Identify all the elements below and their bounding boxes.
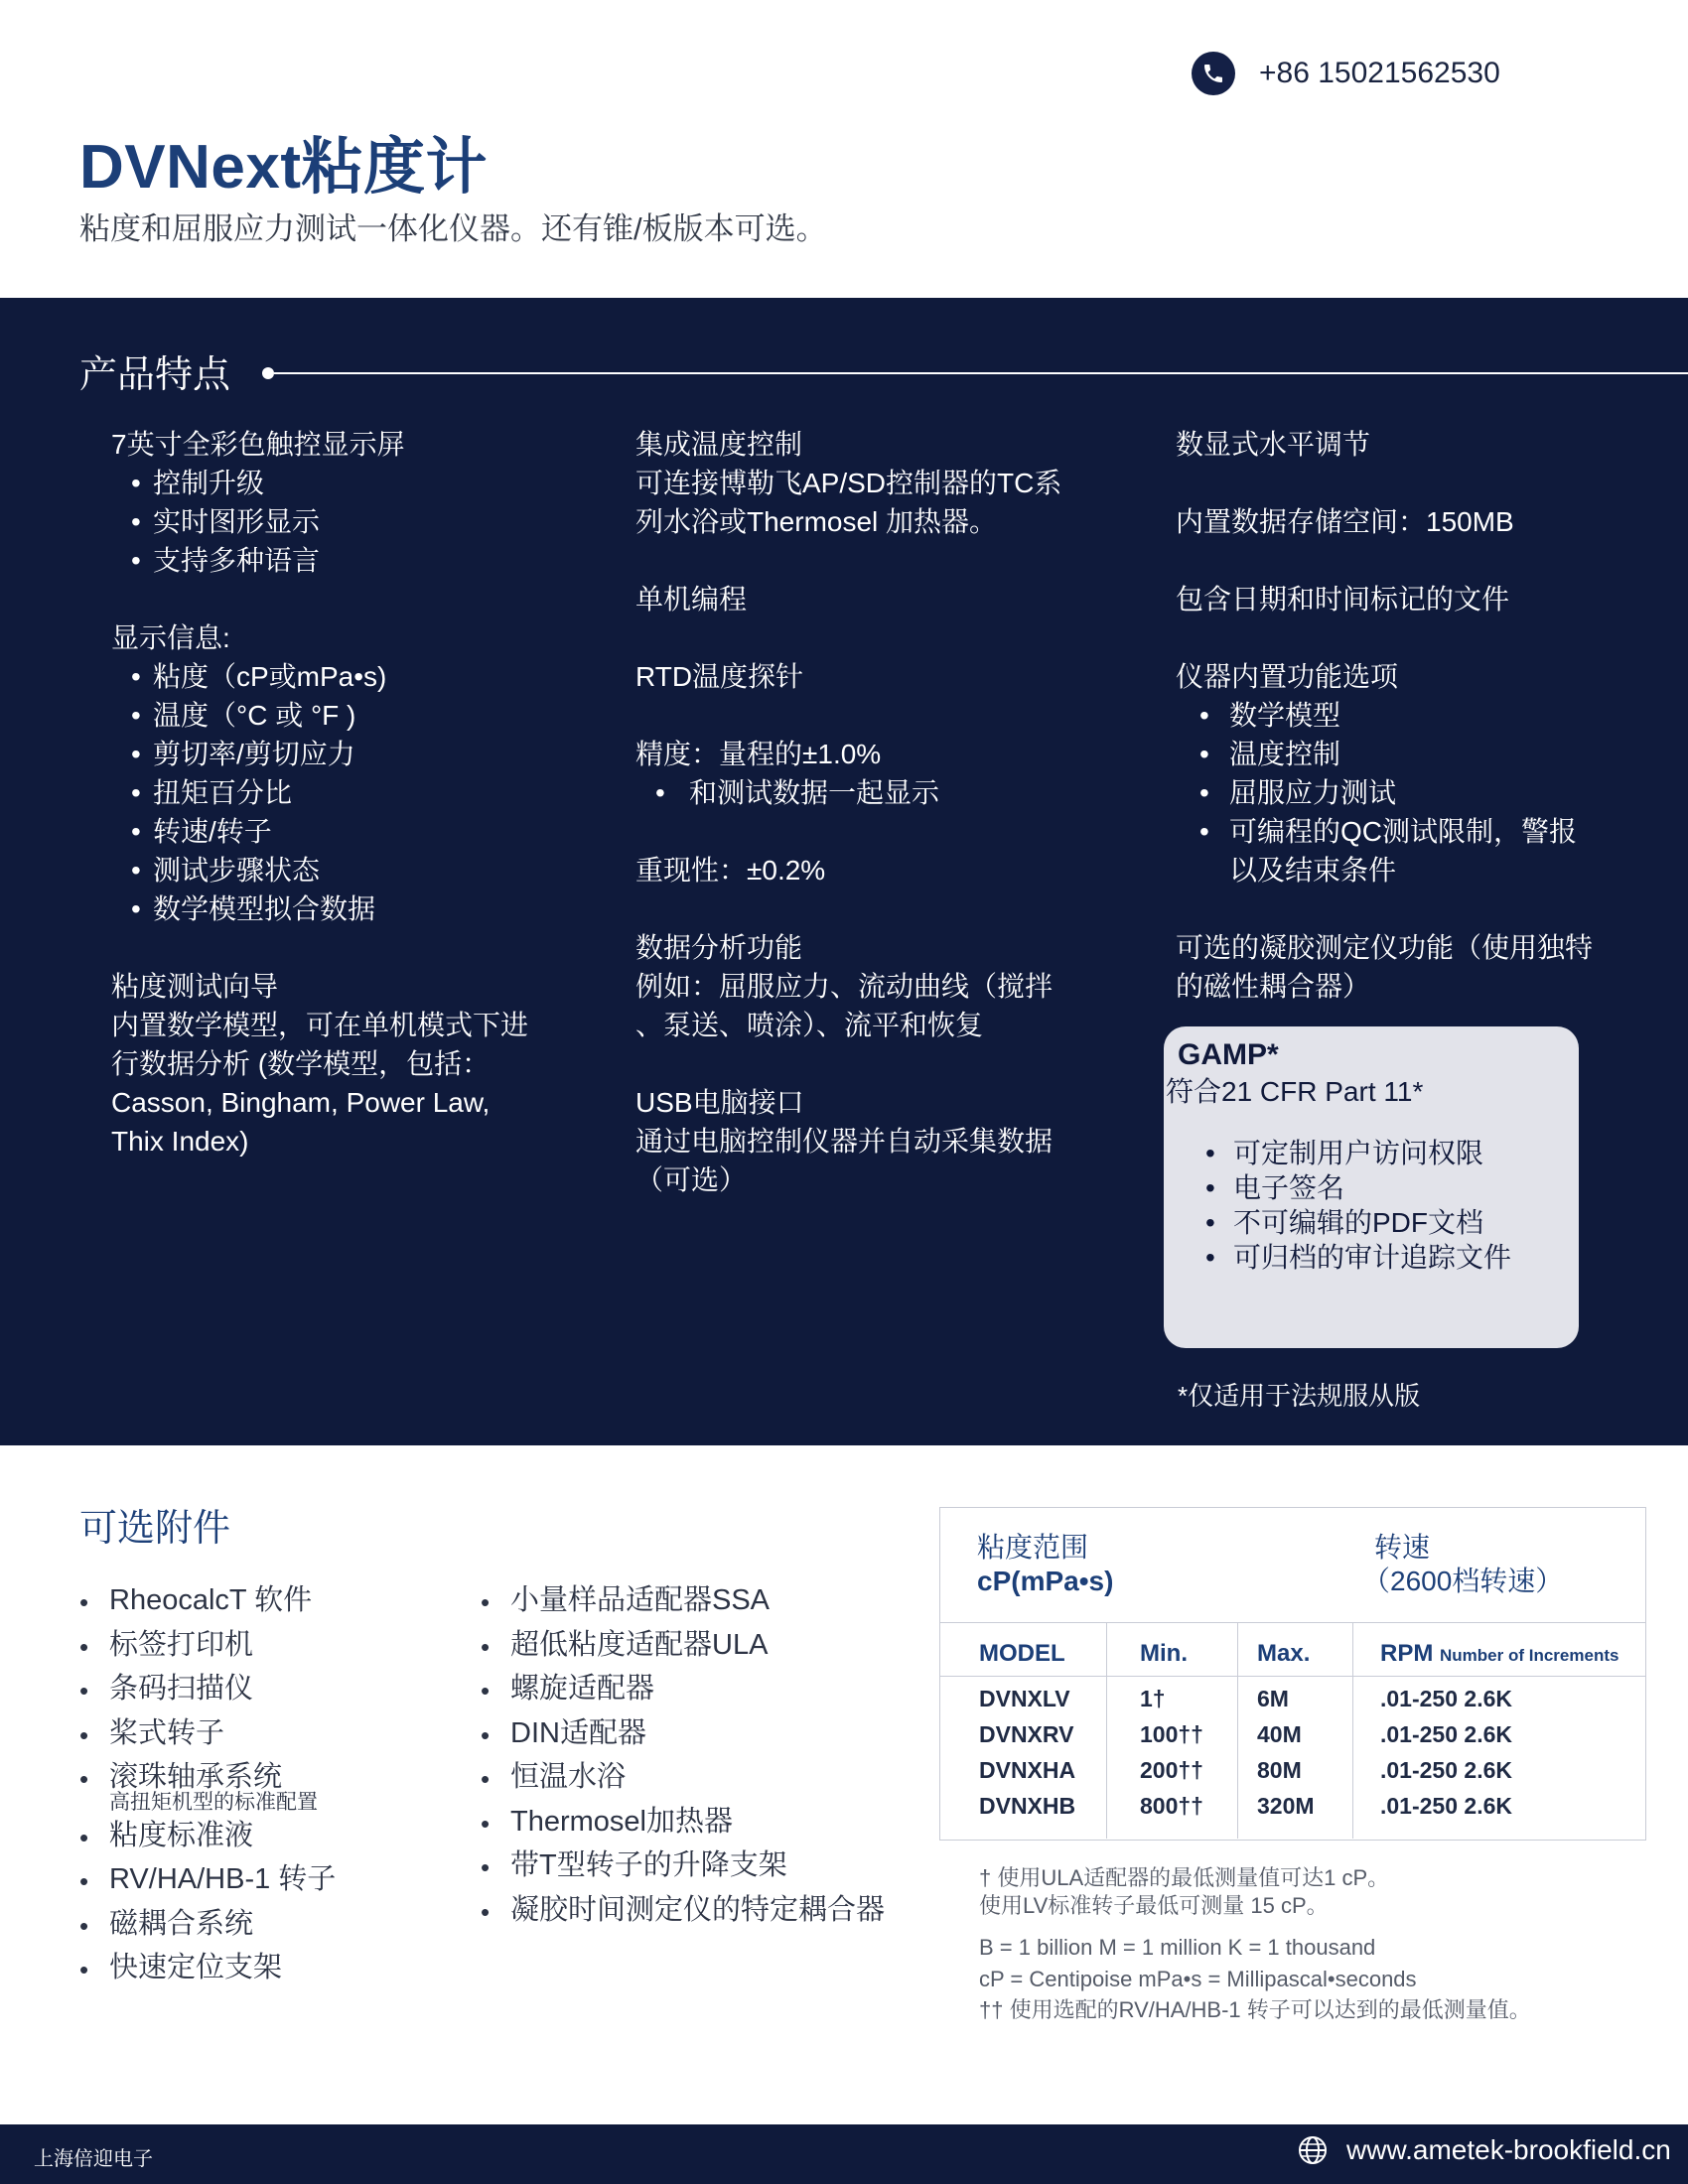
- phone-icon: [1192, 52, 1235, 95]
- phone-contact: [1192, 52, 1500, 95]
- list-item: • 实时图形显示: [111, 502, 548, 541]
- table-cell: 800††: [1140, 1793, 1203, 1819]
- wizard-line: 内置数学模型，可在单机模式下进: [111, 1010, 529, 1040]
- usb-line: （可选）: [635, 1164, 748, 1195]
- list-item: • 滚珠轴承系统 高扭矩机型的标准配置: [79, 1755, 457, 1814]
- column-header-rpm: RPM Number of Increments: [1380, 1640, 1619, 1667]
- range-header: 粘度范围 cP(mPa•s): [977, 1532, 1114, 1596]
- table-divider: [939, 1622, 1645, 1623]
- analysis-line: 、泵送、喷涂）、流平和恢复: [635, 1010, 984, 1040]
- accessories-list-2: [481, 1578, 917, 1932]
- list-item: • 控制升级: [111, 464, 548, 502]
- gel-line: 的磁性耦合器）: [1176, 971, 1371, 1002]
- usb-title: USB电脑接口: [635, 1087, 804, 1118]
- accessories-heading: 可选附件: [79, 1508, 231, 1550]
- list-item: • RheocalcT 软件: [79, 1578, 457, 1623]
- info-list: [111, 657, 548, 928]
- table-cell: DVNXLV: [979, 1686, 1070, 1711]
- accuracy: 精度：量程的±1.0%: [635, 739, 882, 769]
- column-header-max: Max.: [1257, 1640, 1311, 1667]
- list-item: • RV/HA/HB-1 转子: [79, 1857, 457, 1902]
- repeatability: 重现性：±0.2%: [635, 855, 826, 886]
- list-item: • 带T型转子的升降支架: [481, 1843, 917, 1888]
- list-item: • 超低粘度适配器ULA: [481, 1623, 917, 1668]
- table-cell: DVNXHA: [979, 1757, 1076, 1783]
- list-item: • 桨式转子: [79, 1711, 457, 1756]
- table-cell: 100††: [1140, 1721, 1203, 1747]
- list-item: • 磁耦合系统: [79, 1902, 457, 1947]
- list-item: • 粘度（cP或mPa•s): [111, 657, 548, 696]
- heading-rule: [274, 372, 1688, 374]
- analysis-line: 例如：屈服应力、流动曲线（搅拌: [635, 971, 1054, 1002]
- list-item-note: 高扭矩机型的标准配置: [109, 1790, 318, 1814]
- list-item: • 粘度标准液: [79, 1814, 457, 1858]
- list-item: • 和测试数据一起显示: [635, 773, 1072, 812]
- options-list: [1176, 696, 1613, 889]
- table-cell: .01-250 2.6K: [1380, 1686, 1512, 1711]
- features-column-3: [1176, 425, 1613, 1006]
- wizard-line: Thix Index): [111, 1126, 249, 1157]
- table-cell: .01-250 2.6K: [1380, 1757, 1512, 1783]
- table-cell: .01-250 2.6K: [1380, 1793, 1512, 1819]
- list-item: • 支持多种语言: [111, 541, 548, 580]
- list-item: • 屈服应力测试: [1176, 773, 1613, 812]
- list-item: • 恒温水浴: [481, 1755, 917, 1800]
- phone-number: +86 15021562530: [1259, 57, 1500, 89]
- list-item: • 剪切率/剪切应力: [111, 735, 548, 773]
- options-title: 仪器内置功能选项: [1176, 661, 1399, 692]
- list-item: • 温度（°C 或 °F ): [111, 696, 548, 735]
- gamp-subtitle: 符合21 CFR Part 11*: [1166, 1076, 1424, 1107]
- accuracy-list: [635, 773, 1072, 812]
- column-header-model: MODEL: [979, 1640, 1065, 1667]
- list-item: • 快速定位支架: [79, 1946, 457, 1990]
- list-item: • 可定制用户访问权限: [1178, 1136, 1565, 1170]
- list-item: • 测试步骤状态: [111, 851, 548, 889]
- heading-rule-dot: [262, 367, 274, 379]
- list-item: • 可编程的QC测试限制，警报以及结束条件: [1176, 812, 1587, 889]
- temp-line: 列水浴或Thermosel 加热器。: [635, 506, 998, 537]
- timestamp-files: 包含日期和时间标记的文件: [1176, 584, 1510, 614]
- analysis-title: 数据分析功能: [635, 932, 803, 963]
- list-item: • DIN适配器: [481, 1711, 917, 1756]
- info-title: 显示信息:: [111, 622, 230, 653]
- list-item: • 小量样品适配器SSA: [481, 1578, 917, 1623]
- gamp-box: [1164, 1026, 1579, 1348]
- rtd-probe: RTD温度探针: [635, 661, 804, 692]
- wizard-title: 粘度测试向导: [111, 971, 279, 1002]
- list-item: • 螺旋适配器: [481, 1667, 917, 1711]
- gamp-note: *仅适用于法规服从版: [1178, 1381, 1421, 1411]
- list-item: • 不可编辑的PDF文档: [1178, 1205, 1565, 1240]
- column-divider: [1352, 1622, 1353, 1839]
- gamp-list: [1178, 1136, 1565, 1275]
- list-item: • 可归档的审计追踪文件: [1178, 1240, 1565, 1275]
- list-item: • 数学模型: [1176, 696, 1613, 735]
- temp-line: 可连接博勒飞AP/SD控制器的TC系: [635, 468, 1062, 498]
- display-title: 7英寸全彩色触控显示屏: [111, 429, 405, 460]
- table-cell: DVNXHB: [979, 1793, 1076, 1819]
- list-item: • 转速/转子: [111, 812, 548, 851]
- wizard-line: 行数据分析 (数学模型，包括：: [111, 1048, 491, 1079]
- table-cell: DVNXRV: [979, 1721, 1074, 1747]
- table-cell: 320M: [1257, 1793, 1315, 1819]
- table-cell: 80M: [1257, 1757, 1302, 1783]
- column-header-min: Min.: [1140, 1640, 1188, 1667]
- table-cell: 6M: [1257, 1686, 1289, 1711]
- column-divider: [1237, 1622, 1238, 1839]
- table-cell: 40M: [1257, 1721, 1302, 1747]
- table-cell: 200††: [1140, 1757, 1203, 1783]
- wizard-line: Casson, Bingham, Power Law,: [111, 1087, 491, 1118]
- accessories-list-1: [79, 1578, 457, 1990]
- usb-line: 通过电脑控制仪器并自动采集数据: [635, 1126, 1054, 1157]
- temp-title: 集成温度控制: [635, 429, 803, 460]
- list-item: • 条码扫描仪: [79, 1667, 457, 1711]
- website-url[interactable]: www.ametek-brookfield.cn: [1346, 2134, 1671, 2165]
- features-column-1: [111, 425, 548, 1160]
- features-heading: 产品特点: [79, 354, 231, 396]
- features-column-2: [635, 425, 1072, 1199]
- storage: 内置数据存储空间：150MB: [1176, 506, 1514, 537]
- gamp-title: GAMP*: [1178, 1038, 1279, 1071]
- gel-line: 可选的凝胶测定仪功能（使用独特: [1176, 932, 1594, 963]
- page-subtitle: 粘度和屈服应力测试一体化仪器。还有锥/板版本可选。: [79, 211, 827, 246]
- column-divider: [1106, 1622, 1107, 1839]
- footnote: cP = Centipoise mPa•s = Millipascal•seconds: [979, 1967, 1417, 1991]
- footnote: † 使用ULA适配器的最低测量值可达1 cP。 使用LV标准转子最低可测量 15 cP。: [979, 1865, 1390, 1918]
- list-item: • 标签打印机: [79, 1623, 457, 1668]
- table-divider: [939, 1676, 1645, 1677]
- footnote: †† 使用选配的RV/HA/HB-1 转子可以达到的最低测量值。: [979, 1997, 1531, 2022]
- list-item: • 扭矩百分比: [111, 773, 548, 812]
- website-link[interactable]: [1297, 2134, 1671, 2166]
- display-list: [111, 464, 548, 580]
- page-title: DVNext粘度计: [79, 133, 489, 202]
- globe-icon: [1297, 2134, 1329, 2166]
- table-cell: 1†: [1140, 1686, 1166, 1711]
- list-item: • 数学模型拟合数据: [111, 889, 548, 928]
- list-item: • 凝胶时间测定仪的特定耦合器: [481, 1888, 917, 1933]
- list-item: • 电子签名: [1178, 1170, 1565, 1205]
- company-name: 上海倍迎电子: [34, 2146, 153, 2170]
- list-item: • 温度控制: [1176, 735, 1613, 773]
- digital-level: 数显式水平调节: [1176, 429, 1371, 460]
- speed-header: 转速 （2600档转速）: [1362, 1532, 1564, 1596]
- standalone-programming: 单机编程: [635, 584, 748, 614]
- footnote: B = 1 billion M = 1 million K = 1 thousand: [979, 1935, 1376, 1960]
- list-item: • Thermosel加热器: [481, 1800, 917, 1844]
- table-cell: .01-250 2.6K: [1380, 1721, 1512, 1747]
